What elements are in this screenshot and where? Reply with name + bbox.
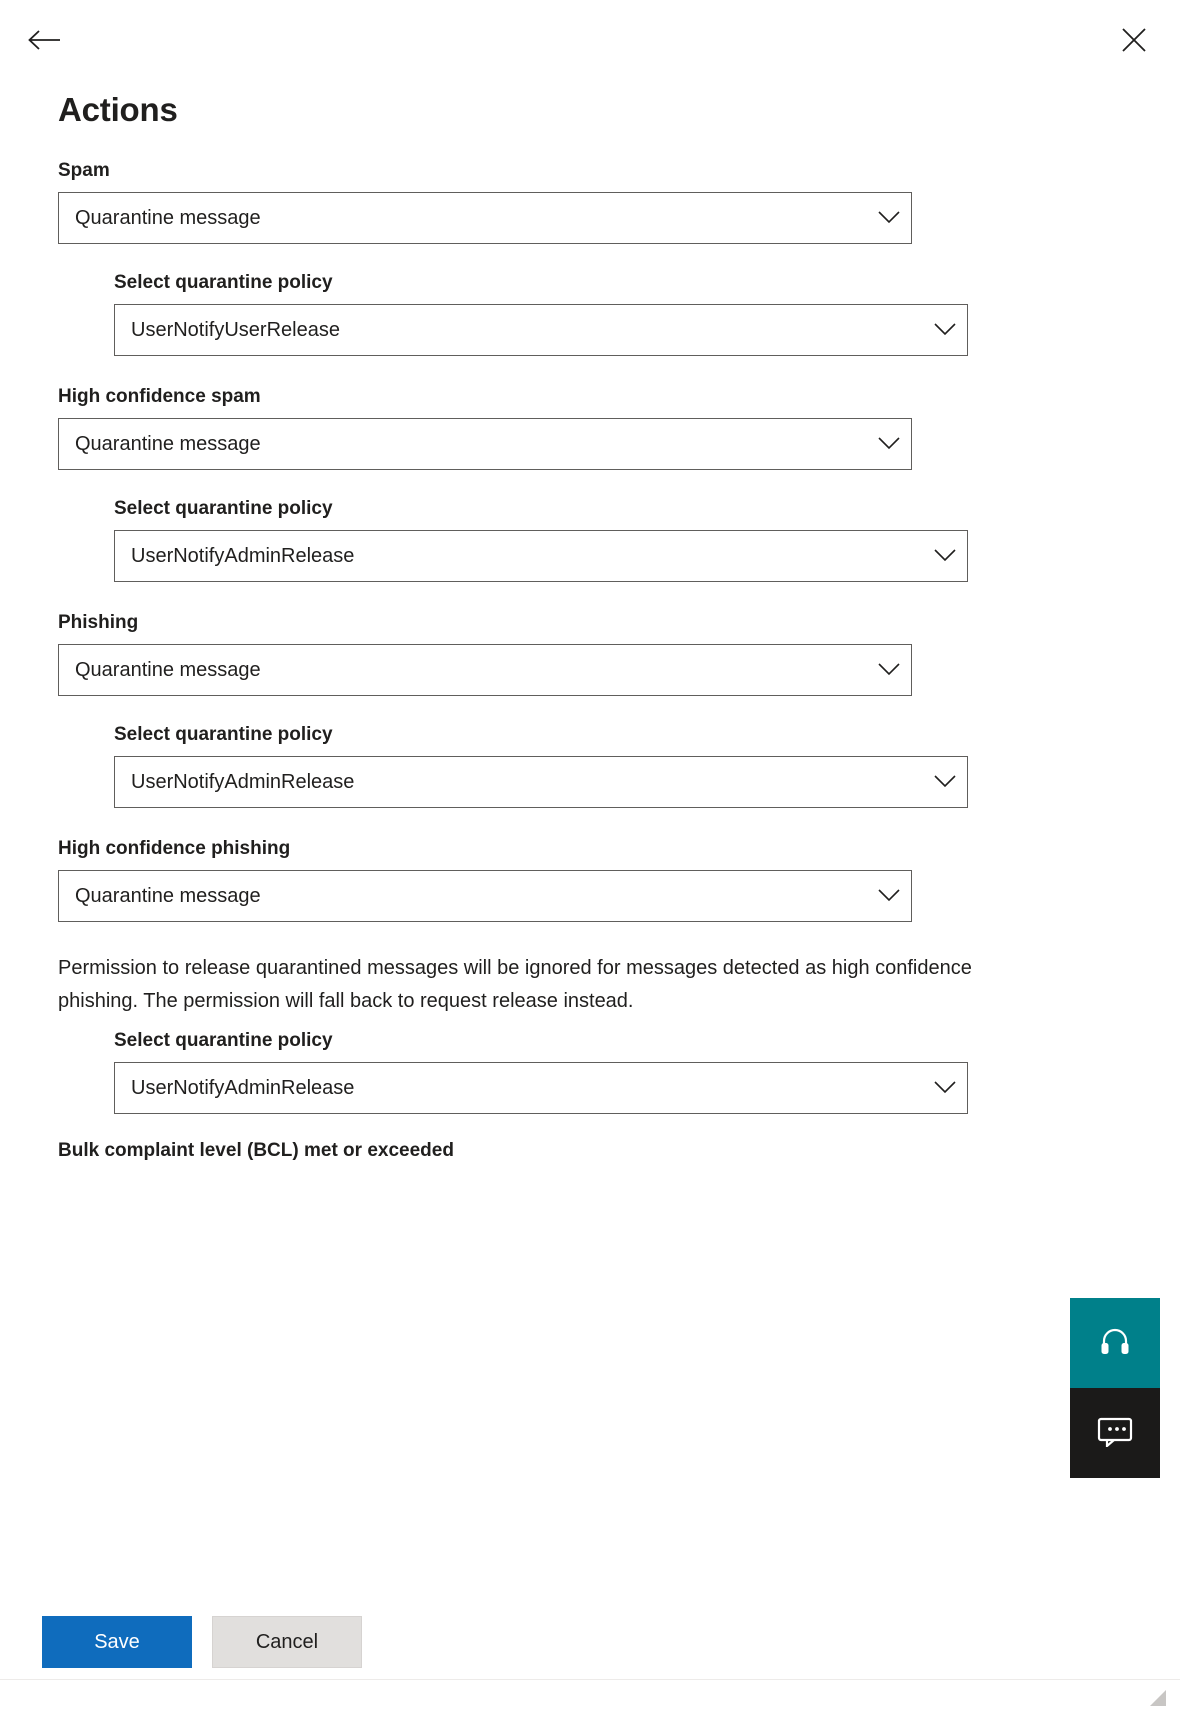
bulk-complaint-level-label: Bulk complaint level (BCL) met or exceeded [58, 1140, 454, 1161]
spam-policy-label: Select quarantine policy [114, 272, 333, 293]
spam-action-value: Quarantine message [75, 206, 261, 229]
high-confidence-phishing-policy-block [114, 1028, 1122, 1114]
phishing-policy-value: UserNotifyAdminRelease [131, 770, 355, 793]
spam-policy-select[interactable] [114, 304, 968, 356]
high-confidence-phishing-policy-value: UserNotifyAdminRelease [131, 1076, 355, 1099]
high-confidence-phishing-action-value: Quarantine message [75, 884, 261, 907]
phishing-policy-select[interactable] [114, 756, 968, 808]
spam-label: Spam [58, 160, 110, 181]
panel-footer [0, 1604, 1180, 1680]
high-confidence-spam-policy-block [114, 496, 1122, 582]
bottom-strip [0, 1679, 1180, 1710]
action-group-phishing [58, 610, 1122, 808]
close-button[interactable] [1112, 18, 1156, 62]
high-confidence-spam-action-value: Quarantine message [75, 432, 261, 455]
panel-header [0, 0, 1180, 72]
panel-content [0, 90, 1180, 1162]
action-group-spam [58, 158, 1122, 356]
feedback-icon [1097, 1415, 1133, 1452]
phishing-policy-label: Select quarantine policy [114, 724, 333, 745]
high-confidence-spam-policy-value: UserNotifyAdminRelease [131, 544, 355, 567]
phishing-action-value: Quarantine message [75, 658, 261, 681]
chevron-down-icon [923, 1081, 967, 1095]
arrow-left-icon [27, 28, 61, 52]
save-button[interactable]: Save [42, 1616, 192, 1668]
feedback-button[interactable] [1070, 1388, 1160, 1478]
phishing-policy-block [114, 722, 1122, 808]
high-confidence-phishing-policy-select[interactable] [114, 1062, 968, 1114]
high-confidence-phishing-policy-label: Select quarantine policy [114, 1030, 333, 1051]
phishing-label: Phishing [58, 612, 139, 633]
spam-policy-value: UserNotifyUserRelease [131, 318, 340, 341]
headset-icon [1098, 1324, 1132, 1363]
support-button[interactable] [1070, 1298, 1160, 1388]
chevron-down-icon [867, 889, 911, 903]
high-confidence-spam-label: High confidence spam [58, 386, 261, 407]
high-confidence-phishing-label: High confidence phishing [58, 838, 291, 859]
action-group-high-confidence-spam [58, 384, 1122, 582]
cancel-button[interactable]: Cancel [212, 1616, 362, 1668]
phishing-action-select[interactable] [58, 644, 912, 696]
spam-action-select[interactable] [58, 192, 912, 244]
chevron-down-icon [867, 663, 911, 677]
page-title: Actions [58, 91, 178, 128]
chevron-down-icon [923, 549, 967, 563]
high-confidence-phishing-action-select[interactable] [58, 870, 912, 922]
chevron-down-icon [923, 323, 967, 337]
high-confidence-phishing-note: Permission to release quarantined messages will be ignored for messages detected as high confidence phishing. The permission will fall back to request release instead. [58, 957, 972, 1012]
action-group-high-confidence-phishing [58, 836, 1122, 1114]
spam-policy-block [114, 270, 1122, 356]
chevron-down-icon [867, 437, 911, 451]
chevron-down-icon [867, 211, 911, 225]
chevron-down-icon [923, 775, 967, 789]
high-confidence-spam-action-select[interactable] [58, 418, 912, 470]
high-confidence-spam-policy-select[interactable] [114, 530, 968, 582]
help-widget-stack [1070, 1298, 1160, 1478]
close-icon [1121, 27, 1147, 53]
back-button[interactable] [22, 18, 66, 62]
high-confidence-spam-policy-label: Select quarantine policy [114, 498, 333, 519]
resize-grip-icon[interactable] [1150, 1690, 1166, 1706]
